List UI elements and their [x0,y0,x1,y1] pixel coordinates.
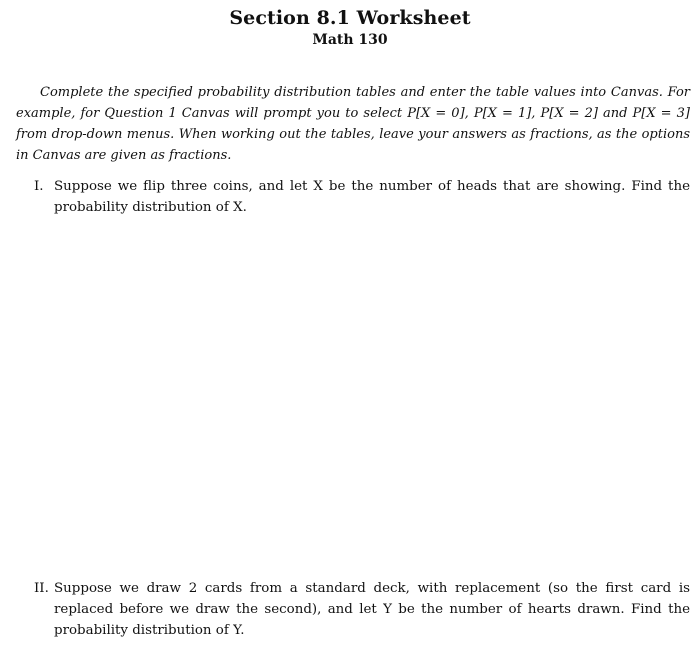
question-1-text: Suppose we flip three coins, and let X be the number of heads that are showing. Find the probability distribution of X. [54,179,690,215]
question-2-text: Suppose we draw 2 cards from a standard deck, with replacement (so the first card is replaced before we draw the second), and let Y be the number of hearts drawn. Find the probability distribution of Y. [54,581,690,638]
instructions-paragraph: Complete the specified probability distribution tables and enter the table values into Canvas. For example, for Question 1 Canvas will prompt you to select P[X = 0], P[X = 1], P[X = 2] and P[X = 3] from drop-down menus. When working out the tables, leave your answers as fractions, as the options in Canvas are given as fractions. [16,85,690,163]
page-title: Section 8.1 Worksheet [229,7,471,29]
question-2-number: II. [34,581,49,596]
answer-space-question-1 [16,222,690,572]
course-subtitle: Math 130 [312,32,388,48]
question-1-number: I. [34,179,44,194]
